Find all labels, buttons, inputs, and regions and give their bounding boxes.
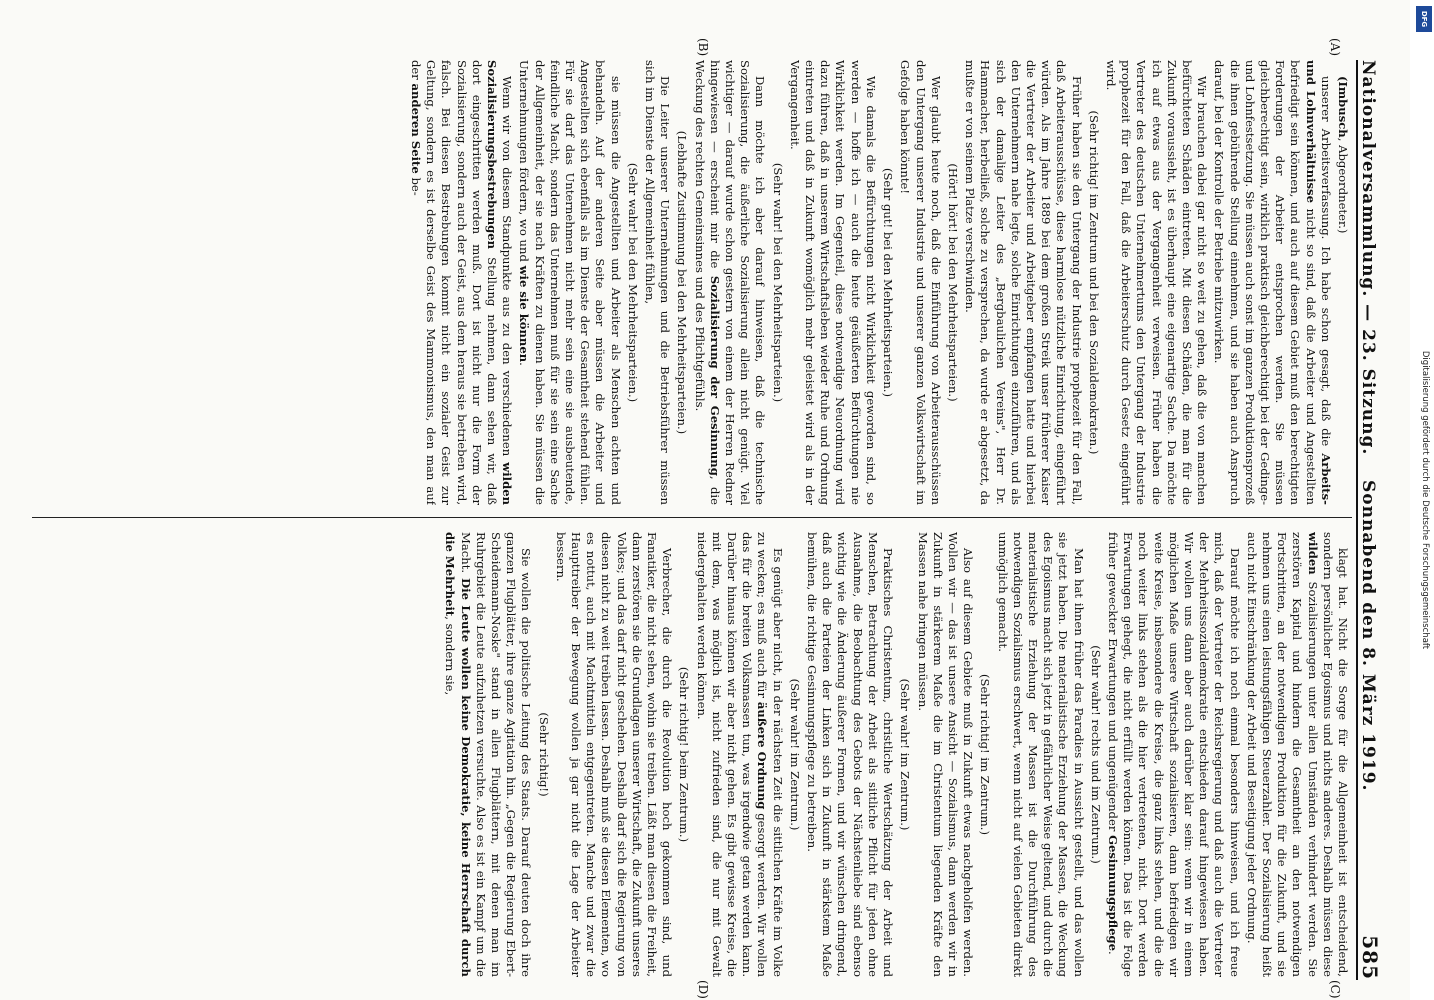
left-column-interjection: (Sehr gut! bei den Mehrheitsparteien.) (881, 167, 896, 398)
header-left: Nationalversammlung. — 23. Sitzung. (1358, 60, 1378, 456)
left-column-paragraph: (Imbusch, Abgeordneter.) (1336, 76, 1350, 234)
funding-note (1416, 0, 1434, 1000)
header-date: Sonnabend den 8. März 1919. (1358, 480, 1378, 792)
right-column-paragraph: Also auf diesem Gebiete muß in Zukunft etwas nachgeholfen werden. Wollen wir — das ist unsere Ansicht — Sozialismus, dann werden wir in Zukunft in stärkerem Maße die im Christentum liegenden Kräfte den Massen nahe bringen müssen. (915, 532, 976, 977)
right-column-interjection: (Sehr wahr! rechts und im Zentrum.) (1088, 645, 1103, 864)
left-column-interjection: (Lebhafte Zustimmung bei den Mehrheitsparteien.) (675, 130, 690, 435)
left-column-paragraph: Früher haben sie den Untergang der Industrie prophezeit für den Fall, daß Arbeiterausschüsse, diese harmlose nützliche Einrichtung, eingeführt würden. Als im Jahre 1889 bei dem großen Streik unser früherer Kaiser die Vertreter der Arbeiter und Arbeitgeber empfangen hatte und hierbei den Unternehmern nahe legte, solche Einrichtungen einzuführen, und als sich der damalige Leiter des „Bergbaulichen Vereins", Herr Dr. Hammacher, herbeiließ, solche zu versprechen, da wurde er abgesetzt, da mußte er von seinem Platze verschwinden. (963, 60, 1084, 505)
margin-mark-b: (B) (696, 38, 710, 57)
page-number: 585 (1358, 935, 1382, 980)
right-column-interjection: (Sehr richtig!) (536, 712, 551, 797)
left-column-paragraph: sie müssen die Angestellten und Arbeiter als Menschen achten und behandeln. Auf der anderen Seite aber müssen die Arbeiter und Angestellten sich ebenfalls als im Dienste der Gesamtheit stehend fühlen. Für sie darf das Unternehmen nicht mehr sein eine sie ausbeutende, feindliche Macht, sondern das Unternehmen muß für sie sein eine Sache der Allgemeinheit, der sie nach Kräften zu dienen haben. Sie müssen die Unternehmungen fördern, wo und wie sie können. (517, 60, 623, 505)
left-column-paragraph: Dann möchte ich aber darauf hinweisen, daß die technische Sozialisierung, die äußerliche Sozialisierung allein nicht genügt. Viel wichtiger — darauf wurde schon gestern von einem der Herren Redner hingewiesen — erscheint mir die Sozialisierung der Gesinnung, die Weckung des rechten Gemeinsinnes und des Pflichtgefühls. (692, 60, 768, 505)
margin-mark-d: (D) (696, 980, 710, 999)
left-column-paragraph: Wenn wir von diesem Standpunkte aus zu den verschiedenen wilden Sozialisierungsbestrebungen Stellung nehmen, dann sehen wir, daß dort eingeschritten werden muß. Dort ist nicht nur die Form der Sozialisierung, sondern auch der Geist, aus dem heraus sie betrieben wird, falsch. Bei diesen Bestrebungen kommt nicht ein sozialer Geist zur Geltung, sondern es ist derselbe Geist des Mammonismus, den man auf der anderen Seite be- (409, 60, 515, 505)
left-column (50, 60, 1350, 505)
right-column-paragraph: Es genügt aber nicht, in der nächsten Zeit die sittlichen Kräfte im Volke zu wecken; es muß auch für äußere Ordnung gesorgt werden. Wir wollen das für die breiten Volksmassen tun, was irgendwie getan werden kann. Darüber hinaus können wir aber nicht gehen. Es gibt gewisse Kreise, die mit dem, was möglich ist, nicht zufrieden sind, die nur mit Gewalt niedergehalten werden können. (694, 532, 785, 977)
left-column-paragraph: Wie damals die Befürchtungen nicht Wirklichkeit geworden sind, so werden — hoffe ich — auch die heute geäußerten Befürchtungen nie Wirklichkeit werden. Im Gegenteil, diese notwendige Neuordnung wird dazu führen, daß in unserem Wirtschaftsleben wieder Ruhe und Ordnung eintreten und daß in Zukunft womöglich mehr geleistet wird als in der Vergangenheit. (787, 60, 878, 505)
column-divider (32, 517, 1352, 518)
right-column-paragraph: Praktisches Christentum, christliche Wertschätzung der Arbeit und Menschen, Betrachtung der Arbeit als sittliche Pflicht für jeden ohne Ausnahme, die Beobachtung des Gebots der Nächstenliebe sind ebenso wichtig wie die Änderung äußerer Formen, und wir wünschen dringend, daß auch die Parteien der Linken sich in Zukunft in stärkstem Maße bemühen, die richtige Gesinnungspflege zu betreiben. (805, 532, 896, 977)
left-column-interjection: (Sehr wahr! bei den Mehrheitsparteien.) (625, 162, 640, 403)
left-column-interjection: (Hört! hört! bei den Mehrheitsparteien.) (945, 163, 960, 402)
right-column-interjection: (Sehr richtig! beim Zentrum.) (677, 666, 692, 843)
right-column-paragraph: klagt hat. Nicht die Sorge für die Allgemeinheit ist entscheidend, sondern persönlicher Egoismus und nichts anderes. Deshalb müssen diese wilden Sozialisierungen unter allen Umständen verhindert werden. Sie zerstören Kapital und hindern die Gesamtheit an den notwendigen Fortschritten, an der notwendigen Produktion für die Zukunft, und sie nehmen uns einen leistungsfähigen Steuerzahler. Der Sozialisierung heißt auch nicht Einschränkung der Arbeit und Beseitigung jeder Ordnung. (1244, 532, 1350, 977)
left-column-paragraph: unserer Arbeitsverfassung. Ich habe schon gesagt, daß die Arbeits- und Lohnverhältnisse nicht so sind, daß die Arbeiter und Angestellten befriedigt sein können, und auch auf diesem Gebiet muß den berechtigten Forderungen der Arbeiter entsprochen werden. Sie müssen gleichberechtigt sein, wirklich praktisch gleichberechtigt bei der Gedinge- und Lohnfestsetzung. Sie müssen auch sonst im ganzen Produktionsprozeß die ihnen gebührende Stellung einnehmen, und sie haben auch Anspruch darauf, bei der Kontrolle der Betriebe mitzuwirken. (1212, 60, 1333, 505)
right-column-interjection: (Sehr richtig! im Zentrum.) (978, 673, 993, 835)
left-column-paragraph: Wir brauchen dabei gar nicht so weit zu gehen, daß die von manchen befürchteten Schäden eintreten. Mit diesen Schäden, die man für die Zukunft voraussieht, ist es überhaupt eine eigenartige Sache. Da möchte ich auf etwas aus der Vergangenheit verweisen. Früher haben die Vertreter des deutschen Unternehmertums den Untergang der Industrie prophezeit für den Fall, daß die Arbeiterschutz durch Gesetz eingeführt wird. (1103, 60, 1210, 505)
right-column-paragraph: Darauf möchte ich noch einmal besonders hinweisen, und ich freue mich, daß der Vertreter der Reichsregierung und daß auch die Vertreter der Mehrheitssozialdemokratie entschieden darauf hingewiesen haben. Wir wollen uns dann aber auch darüber klar sein: wenn wir in einem möglichen Maße unsere Wirtschaft sozialisieren, dann befriedigen wir weite Kreise, insbesondere die Kreise, die ganz links stehen, und die die noch weiter links stehen als die hier vertretenen, nicht. Dort werden Erwartungen gehegt, die nicht erfüllt werden können. Das ist die Folge früher geweckter Erwartungen und ungenügender Gesinnungspflege. (1105, 532, 1242, 977)
left-column-paragraph: Wer glaubt heute noch, daß die Einführung von Arbeiterausschüssen den Untergang unserer Industrie und unserer ganzen Volkswirtschaft im Gefolge haben könnte! (898, 60, 943, 505)
margin-mark-a: (A) (1328, 38, 1342, 57)
margin-mark-c: (C) (1328, 980, 1342, 999)
left-column-interjection: (Sehr richtig! im Zentrum und bei den Sozialdemokraten.) (1086, 110, 1101, 455)
right-column-interjection: (Sehr wahr! im Zentrum.) (787, 678, 802, 831)
dfg-badge: DFG (1416, 6, 1432, 32)
right-column-paragraph: Verbrecher, die durch die Revolution hoch gekommen sind, und Fanatiker, die nicht sehen, wohin sie treiben. Läßt man diesen die Freiheit, dann zerstören sie die Grundlagen unserer Wirtschaft, die Zukunft unseres Volkes; und das darf nicht geschehen. Deshalb darf sich die Regierung von diesen nicht zu weit treiben lassen. Deshalb muß sie diesen Elementen, wo es nottut, auch mit Machtmitteln entgegentreten. Manche und zwar die Haupttreiber der Bewegung wollen ja gar nicht die Lage der Arbeiter bessern. (553, 532, 675, 977)
left-column-interjection: (Sehr wahr! bei den Mehrheitsparteien.) (770, 162, 785, 403)
right-column-interjection: (Sehr wahr! im Zentrum.) (898, 678, 913, 831)
right-column (50, 532, 1350, 977)
right-column-paragraph: Man hat ihnen früher das Paradies in Aussicht gestellt, und das wollen sie jetzt haben. Die materialistische Erziehung der Massen, die Weckung des Egoismus macht sich jetzt in gefährlicher Weise geltend, und durch die materialistische Erziehung der Massen ist die Durchführung des notwendigen Sozialismus erschwert, wenn nicht auf vielen Gebieten direkt unmöglich gemacht. (995, 532, 1086, 977)
funding-note-text: Digitalisierung gefördert durch die Deutsche Forschungsgemeinschaft (1420, 350, 1430, 650)
page-header (1356, 60, 1396, 980)
right-column-paragraph: Sie wollen die politische Leitung des Staats. Darauf deuten doch ihre ganzen Flugblätter, ihre ganze Agitation hin. „Gegen die Regierung Ebert-Scheidemann-Noske" stand in allen Flugblättern, mit denen man im Ruhrgebiet die Leute aufzuhetzen versuchte. Also es ist ein Kampf um die Macht. Die Leute wollen keine Demokratie, keine Herrschaft durch die Mehrheit, sondern sie, (443, 532, 534, 977)
left-column-paragraph: Die Leiter unserer Unternehmungen und die Betriebsführer müssen sich im Dienste der Allgemeinheit fühlen, (643, 60, 673, 505)
